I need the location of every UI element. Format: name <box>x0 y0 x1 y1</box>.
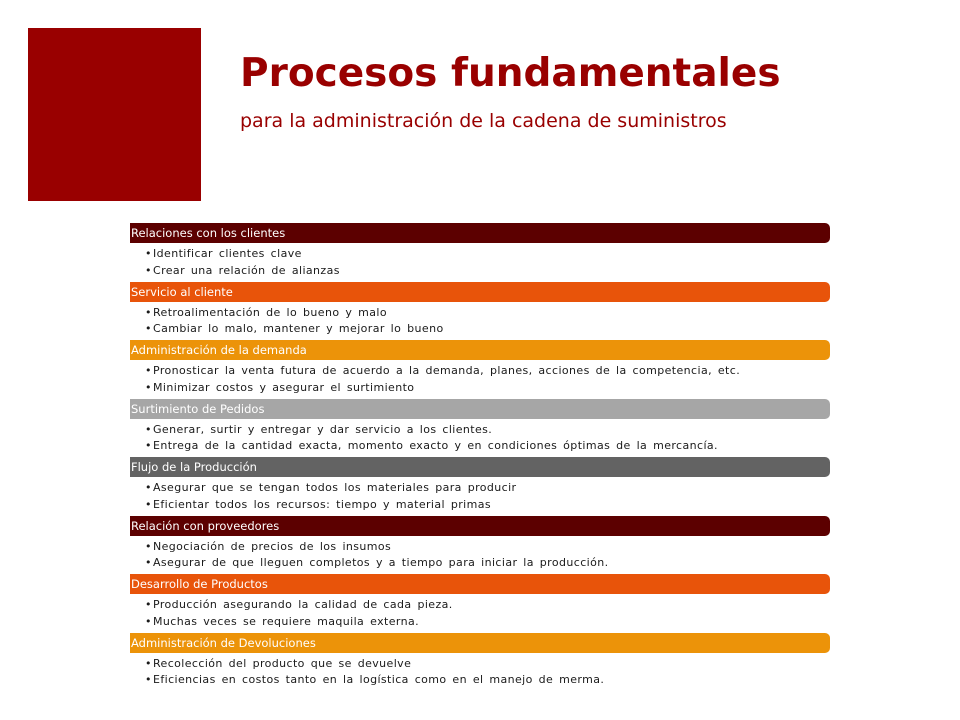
process-bar: Relación con proveedores <box>130 516 830 536</box>
process-item: • Producción asegurando la calidad de cada pieza. <box>153 597 830 614</box>
process-item: • Entrega de la cantidad exacta, momento exacto y en condiciones óptimas de la mercancía. <box>153 438 830 455</box>
slide-subtitle: para la administración de la cadena de suministros <box>240 110 727 132</box>
accent-square <box>28 28 201 201</box>
process-item: • Cambiar lo malo, mantener y mejorar lo bueno <box>153 321 830 338</box>
process-items <box>130 302 830 338</box>
process-item: • Negociación de precios de los insumos <box>153 539 830 556</box>
process-block-administracion-devoluciones <box>130 633 830 692</box>
process-item: • Asegurar de que lleguen completos y a tiempo para iniciar la producción. <box>153 555 830 572</box>
process-item: • Eficientar todos los recursos: tiempo y material primas <box>153 497 830 514</box>
process-block-surtimiento-pedidos <box>130 399 830 458</box>
process-block-servicio-cliente <box>130 282 830 341</box>
process-item: • Muchas veces se requiere maquila externa. <box>153 614 830 631</box>
process-bar: Desarrollo de Productos <box>130 574 830 594</box>
process-item: • Asegurar que se tengan todos los materiales para producir <box>153 480 830 497</box>
process-items <box>130 653 830 689</box>
process-bar: Servicio al cliente <box>130 282 830 302</box>
process-bar: Administración de la demanda <box>130 340 830 360</box>
process-item: • Identificar clientes clave <box>153 246 830 263</box>
process-block-flujo-produccion <box>130 457 830 516</box>
process-items <box>130 536 830 572</box>
process-bar: Administración de Devoluciones <box>130 633 830 653</box>
process-bar: Surtimiento de Pedidos <box>130 399 830 419</box>
process-block-relacion-proveedores <box>130 516 830 575</box>
process-item: • Minimizar costos y asegurar el surtimiento <box>153 380 830 397</box>
process-block-desarrollo-productos <box>130 574 830 633</box>
process-items <box>130 594 830 630</box>
process-item: • Generar, surtir y entregar y dar servicio a los clientes. <box>153 422 830 439</box>
process-item: • Retroalimentación de lo bueno y malo <box>153 305 830 322</box>
process-item: • Recolección del producto que se devuelve <box>153 656 830 673</box>
process-block-relaciones-clientes <box>130 223 830 282</box>
process-items <box>130 243 830 279</box>
process-items <box>130 419 830 455</box>
process-item: • Pronosticar la venta futura de acuerdo a la demanda, planes, acciones de la competencia, etc. <box>153 363 830 380</box>
process-block-administracion-demanda <box>130 340 830 399</box>
process-list <box>130 223 830 691</box>
process-bar: Relaciones con los clientes <box>130 223 830 243</box>
process-item: • Crear una relación de alianzas <box>153 263 830 280</box>
slide-title: Procesos fundamentales <box>240 51 781 96</box>
process-bar: Flujo de la Producción <box>130 457 830 477</box>
process-item: • Eficiencias en costos tanto en la logística como en el manejo de merma. <box>153 672 830 689</box>
process-items <box>130 360 830 396</box>
process-items <box>130 477 830 513</box>
